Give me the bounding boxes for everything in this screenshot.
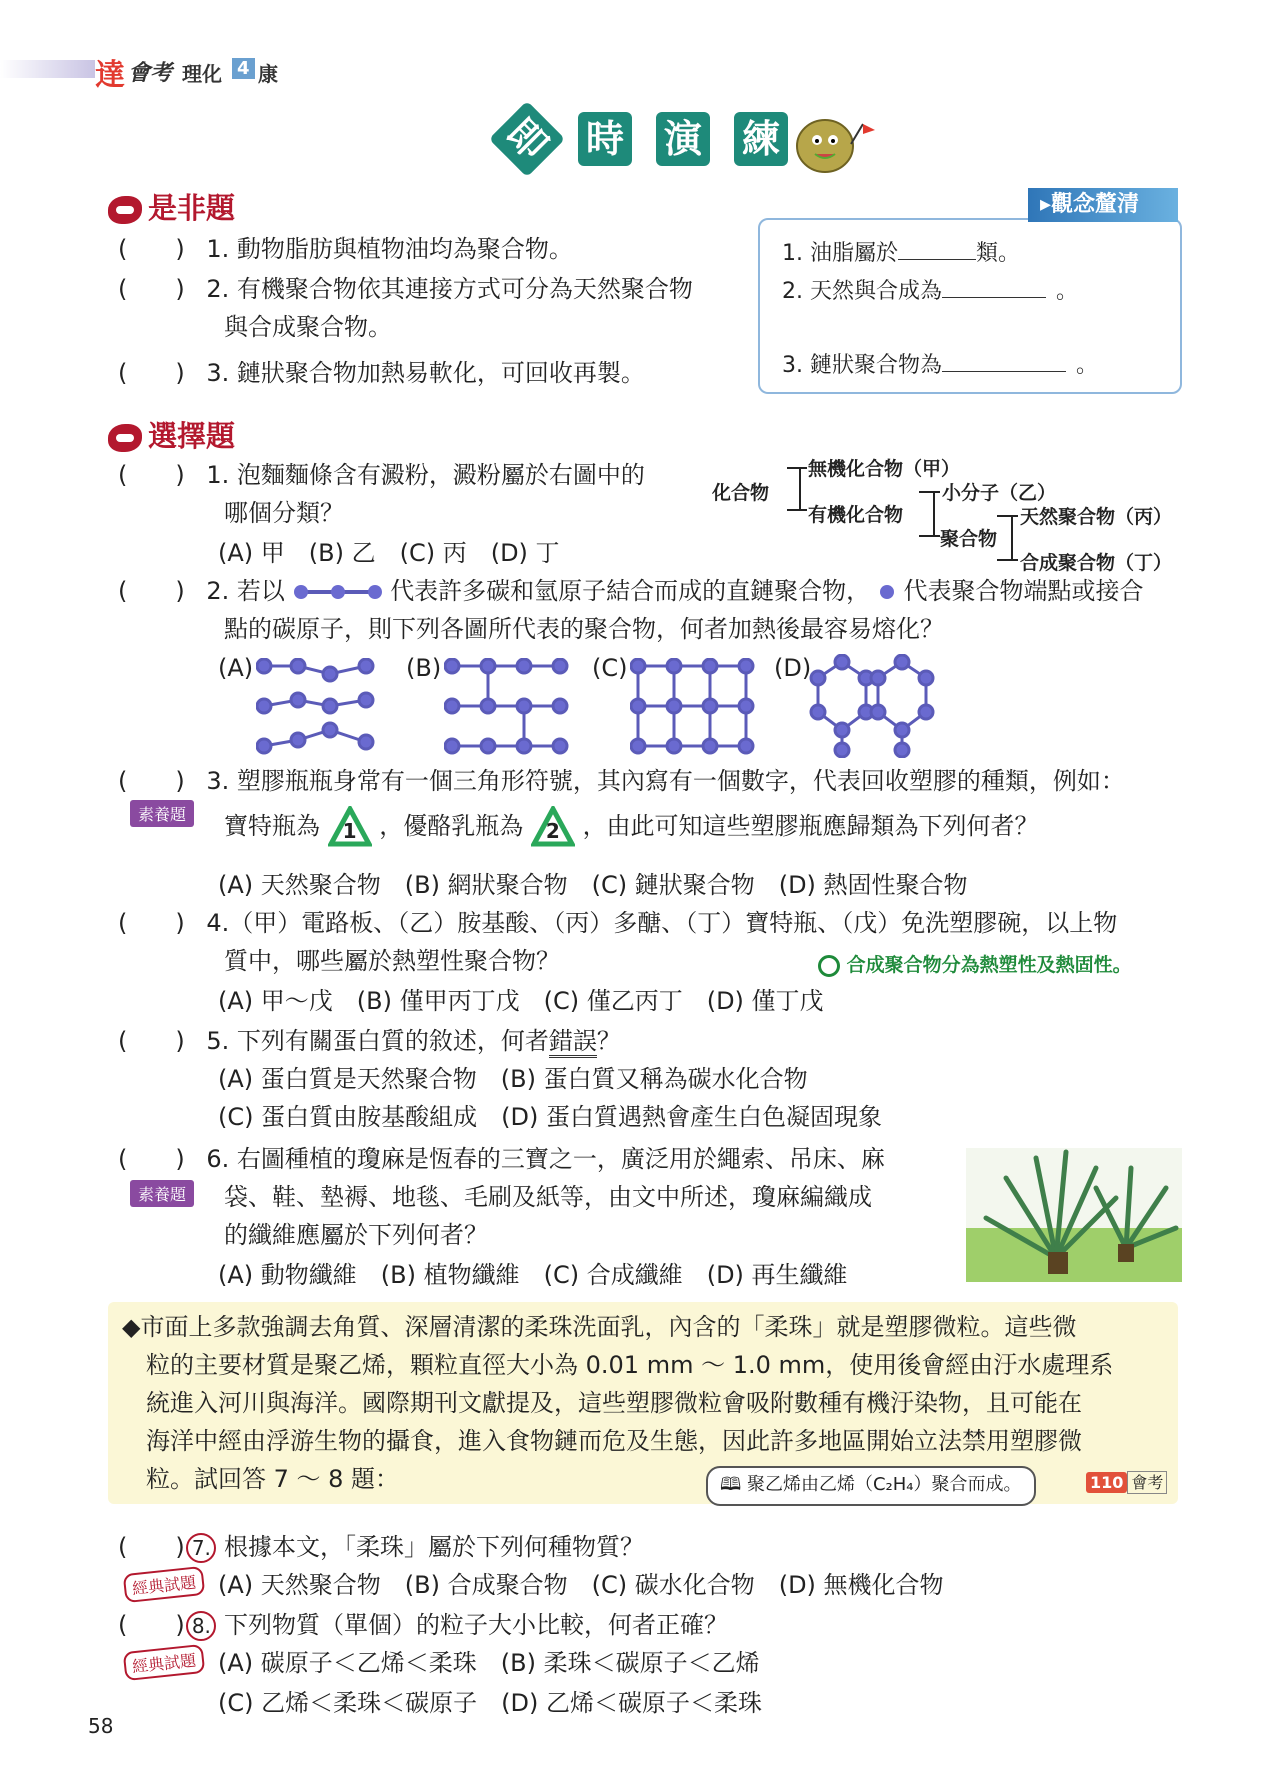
figure-label-c[interactable]: (C) [592,654,628,682]
mascot-icon [785,104,875,184]
classification-tree [712,454,1192,578]
tree-synthetic: 合成聚合物（丁） [1020,552,1173,574]
mc-q1-cont: 哪個分類？ [224,499,344,527]
tf-title: 是非題 [148,191,236,225]
book-icon: 🕮 [720,1474,742,1495]
mc-q8-options-b[interactable]: (C) 乙烯＜柔珠＜碳原子 (D) 乙烯＜碳原子＜柔珠 [218,1689,762,1717]
concept-item-3: 3. 鏈狀聚合物為 。 [782,348,1098,379]
mc-q6-options[interactable]: (A) 動物纖維 (B) 植物纖維 (C) 合成纖維 (D) 再生纖維 [218,1261,848,1289]
answer-blank[interactable]: ( ) [118,767,185,795]
answer-blank[interactable]: ( ) [118,1611,185,1639]
recycle-icon: 2 [531,806,575,848]
recycle-icon: 1 [328,806,372,848]
passage-line: 海洋中經由浮游生物的攝食，進入食物鏈而危及生態，因此許多地區開始立法禁用塑膠微 [146,1427,1082,1455]
header-volume: 4 [232,58,255,79]
question-text: 1. 泡麵麵條含有澱粉，澱粉屬於右圖中的 [206,461,645,489]
fill-blank[interactable] [898,237,976,260]
polymer-figure-c [630,658,760,758]
banner-char: 演 [656,112,710,166]
mc-q5-options-b[interactable]: (C) 蛋白質由胺基酸組成 (D) 蛋白質遇熱會產生白色凝固現象 [218,1103,882,1131]
tf-item-1 [118,230,573,268]
tree-polymer: 聚合物 [940,528,998,550]
tree-root: 化合物 [712,482,770,504]
mc-q1 [118,456,645,494]
question-text: 2. 若以 [206,577,285,605]
banner-char: 練 [734,112,788,166]
mc-q6 [118,1140,885,1178]
mc-q6-cont: 的纖維應屬於下列何者？ [224,1221,488,1249]
tf-item-2 [118,270,693,308]
mc-section-title [108,414,235,455]
banner-char: 即 [489,101,565,177]
mc-title: 選擇題 [148,419,236,453]
polymer-figure-d [808,654,948,758]
concept-title: ▸觀念釐清 [1028,188,1178,222]
question-text: 4.（甲）電路板、（乙）胺基酸、（丙）多醣、（丁）寶特瓶、（戊）免洗塑膠碗，以上物 [206,909,1118,937]
literacy-tag: 素養題 [130,1180,194,1207]
fill-blank[interactable] [942,349,1066,372]
tf-section-title [108,186,235,227]
sisal-plant-image [966,1148,1182,1282]
question-text: 3. 鏈狀聚合物加熱易軟化，可回收再製。 [206,359,645,387]
polymer-figure-a [256,658,386,758]
question-text: 3. 塑膠瓶瓶身常有一個三角形符號，其內寫有一個數字，代表回收塑膠的種類，例如： [206,767,1125,795]
mc-q6-cont: 袋、鞋、墊褥、地毯、毛刷及紙等，由文中所述，瓊麻編織成 [224,1183,872,1211]
concept-item-1: 1. 油脂屬於 類。 [782,236,1020,267]
header-subject: 理化 [182,62,222,86]
page-header [0,50,300,93]
key-icon [818,955,840,977]
mc-q2-cont: 點的碳原子，則下列各圖所代表的聚合物，何者加熱後最容易熔化？ [224,615,944,643]
exam-badge: 110 會考 [1086,1470,1167,1493]
emphasis-text: 錯誤 [549,1027,597,1058]
answer-blank[interactable]: ( ) [118,909,185,937]
tree-organic: 有機化合物 [808,504,904,526]
mc-q8 [118,1606,728,1644]
passage-line: ◆市面上多款強調去角質、深層清潔的柔珠洗面乳，內含的「柔珠」就是塑膠微粒。這些微 [122,1313,1077,1341]
answer-blank[interactable]: ( ) [118,1145,185,1173]
answer-blank[interactable]: ( ) [118,461,185,489]
passage-box [108,1302,1178,1504]
chain-icon [293,582,383,602]
literacy-tag: 素養題 [130,800,194,827]
question-number: 8. [186,1611,216,1641]
section-icon [108,424,142,452]
tf-item-2-cont: 與合成聚合物。 [224,313,392,341]
question-text: 根據本文，「柔珠」屬於下列何種物質？ [224,1533,645,1561]
answer-blank[interactable]: ( ) [118,1027,185,1055]
carbon-atom-icon [878,583,896,601]
mc-q2-figures [218,650,978,760]
banner [497,109,880,182]
page-number: 58 [88,1714,114,1738]
question-text: 2. 有機聚合物依其連接方式可分為天然聚合物 [206,275,693,303]
header-logo-accent: 達 [95,58,125,93]
question-text: 5. 下列有關蛋白質的敘述，何者 [206,1027,549,1055]
mc-q7-options[interactable]: (A) 天然聚合物 (B) 合成聚合物 (C) 碳水化合物 (D) 無機化合物 [218,1571,944,1599]
header-series: 會考 [128,61,173,86]
fill-blank[interactable] [942,275,1046,298]
figure-label-b[interactable]: (B) [406,654,442,682]
concept-item-2: 2. 天然與合成為 。 [782,274,1078,305]
mc-q3 [118,762,1125,800]
classic-tag: 經典試題 [123,1566,206,1603]
header-publisher: 康 [258,62,278,86]
banner-char: 時 [578,112,632,166]
mc-q4-hint: 合成聚合物分為熱塑性及熱固性。 [818,950,1132,977]
section-icon [108,196,142,224]
answer-blank[interactable]: ( ) [118,1533,185,1561]
tree-natural: 天然聚合物（丙） [1020,506,1173,528]
figure-label-d[interactable]: (D) [774,654,812,682]
passage-line: 粒。試回答 7 ～ 8 題： [146,1465,400,1493]
tree-inorganic: 無機化合物（甲） [808,458,961,480]
mc-q4-cont: 質中，哪些屬於熱塑性聚合物？ [224,947,560,975]
answer-blank[interactable]: ( ) [118,275,185,303]
tree-small: 小分子（乙） [942,482,1057,504]
polymer-figure-b [444,658,574,758]
figure-label-a[interactable]: (A) [218,654,254,682]
mc-q4-options[interactable]: (A) 甲～戊 (B) 僅甲丙丁戊 (C) 僅乙丙丁 (D) 僅丁戊 [218,987,824,1015]
mc-q3-cont: 寶特瓶為 1 ，優酪乳瓶為 2 ，由此可知這些塑膠瓶應歸類為下列何者？ [224,806,1039,848]
mc-q1-options[interactable]: (A) 甲 (B) 乙 (C) 丙 (D) 丁 [218,539,560,567]
concept-box [758,192,1182,394]
mc-q8-options-a[interactable]: (A) 碳原子＜乙烯＜柔珠 (B) 柔珠＜碳原子＜乙烯 [218,1649,760,1677]
passage-note: 🕮 聚乙烯由乙烯（C₂H₄）聚合而成。 [706,1466,1036,1506]
answer-blank[interactable]: ( ) [118,359,185,387]
mc-q7 [118,1528,644,1566]
mc-q2: ( ) 2. 若以 代表許多碳和氫原子結合而成的直鏈聚合物， 代表聚合物端點或接合 [118,577,1144,605]
mc-q4 [118,904,1117,942]
mc-q5-options-a[interactable]: (A) 蛋白質是天然聚合物 (B) 蛋白質又稱為碳水化合物 [218,1065,808,1093]
answer-blank[interactable]: ( ) [118,235,185,263]
tf-item-3 [118,354,645,392]
question-text: 1. 動物脂肪與植物油均為聚合物。 [206,235,573,263]
passage-line: 粒的主要材質是聚乙烯，顆粒直徑大小為 0.01 mm ～ 1.0 mm，使用後會經由汙水處理系 [146,1351,1114,1379]
question-text: 6. 右圖種植的瓊麻是恆春的三寶之一，廣泛用於繩索、吊床、麻 [206,1145,885,1173]
answer-blank[interactable]: ( ) [118,577,185,605]
question-number: 7. [186,1533,216,1563]
header-bar [0,60,95,78]
classic-tag: 經典試題 [123,1644,206,1681]
mc-q3-options[interactable]: (A) 天然聚合物 (B) 網狀聚合物 (C) 鏈狀聚合物 (D) 熱固性聚合物 [218,871,968,899]
mc-q5: ( ) 5. 下列有關蛋白質的敘述，何者錯誤？ [118,1022,621,1060]
passage-line: 統進入河川與海洋。國際期刊文獻提及，這些塑膠微粒會吸附數種有機汙染物，且可能在 [146,1389,1082,1417]
question-text: 下列物質（單個）的粒子大小比較，何者正確？ [224,1611,729,1639]
